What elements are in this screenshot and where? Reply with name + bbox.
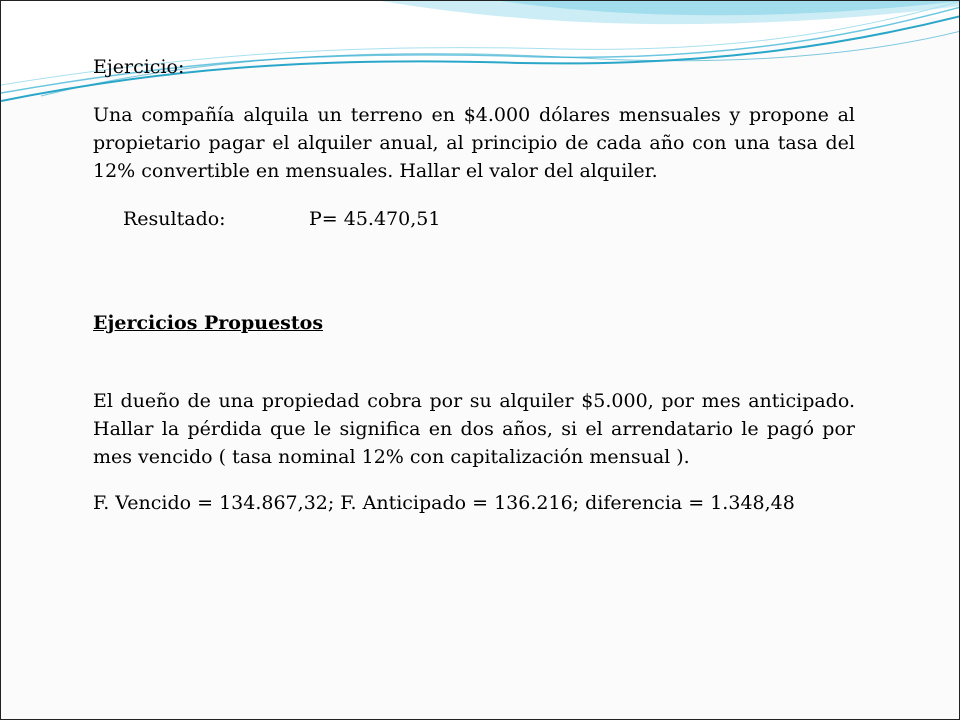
section-title: Ejercicios Propuestos [93, 312, 324, 334]
result-row [123, 205, 855, 233]
exercise-heading: Ejercicio: [93, 56, 185, 78]
exercise-problem: Una compañía alquila un terreno en $4.000 dólares mensuales y propone al propietario pagar el alquiler anual, al principio de cada año con una tasa del 12% convertible en mensuales. Hallar el valor del alquiler. [93, 104, 855, 182]
proposed-answer: F. Vencido = 134.867,32; F. Anticipado = 136.216; diferencia = 1.348,48 [93, 492, 795, 514]
result-label: Resultado: [123, 208, 226, 230]
proposed-problem: El dueño de una propiedad cobra por su alquiler $5.000, por mes anticipado. Hallar la pérdida que le significa en dos años, si el arrendatario le pagó por mes vencido ( tasa nominal 12% con capitalización mensual ). [93, 390, 855, 468]
slide-content [93, 53, 855, 517]
result-value: P= 45.470,51 [309, 208, 441, 230]
